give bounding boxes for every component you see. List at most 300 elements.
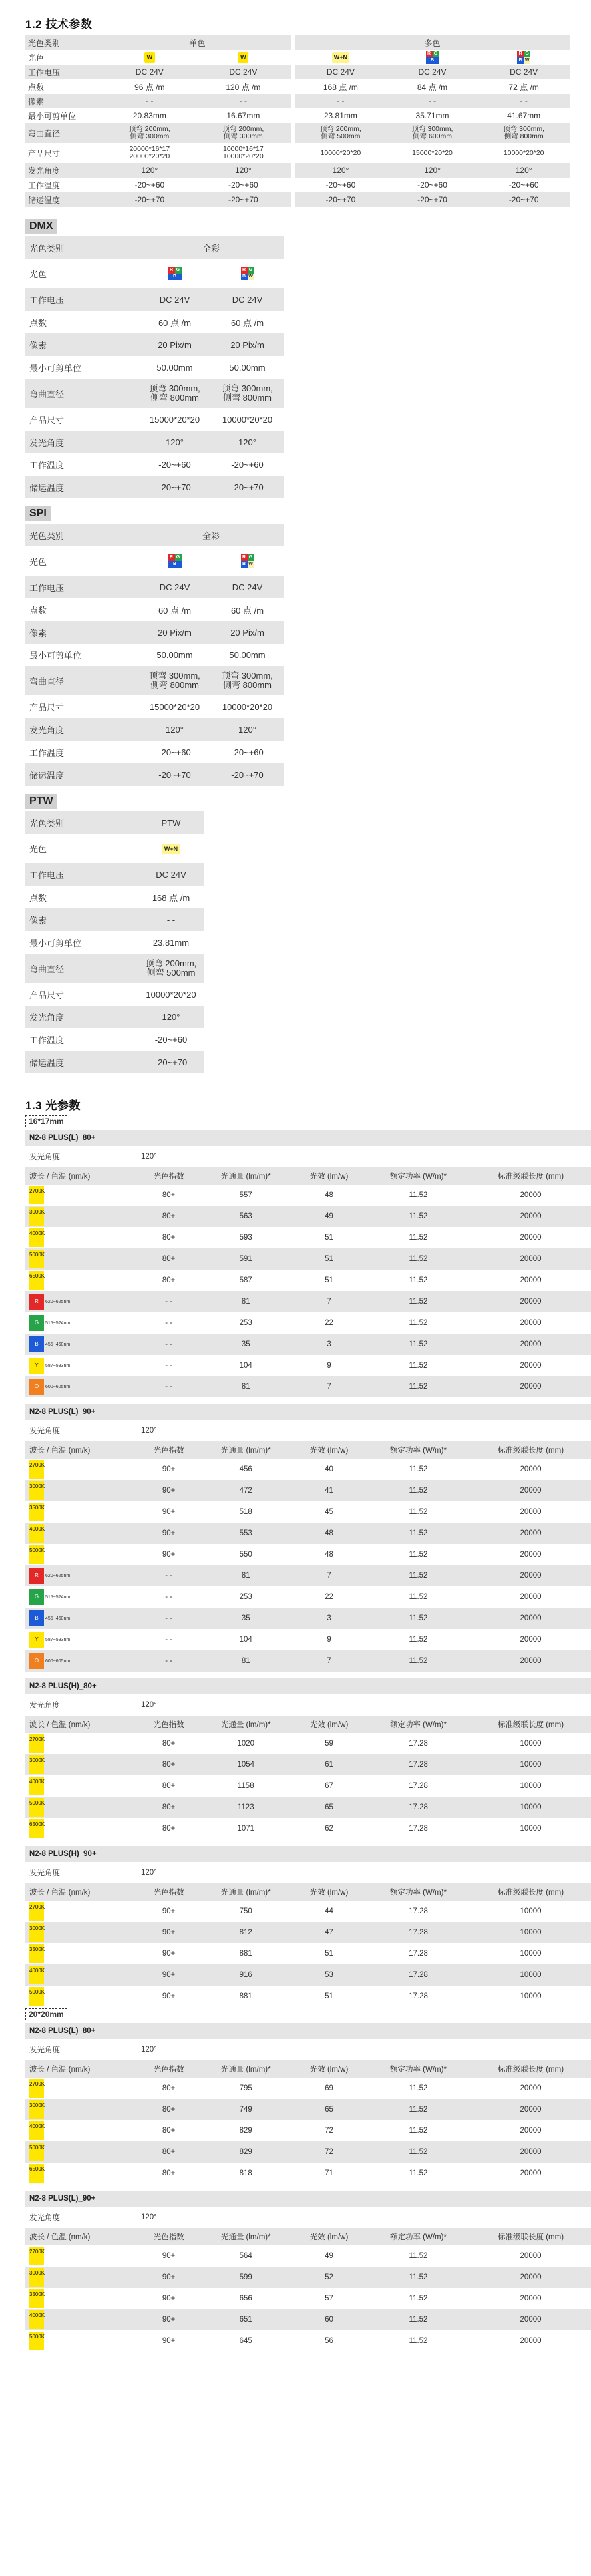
table-cell: 90+ [162,1529,176,1537]
spec-value: -20~+60 [154,1034,188,1045]
table-cell: - - [165,1383,173,1391]
table-cell: 49 [325,2252,333,2260]
table-cell: 20000 [520,2148,542,2156]
table-row [25,1986,591,2007]
spec-row [25,333,284,356]
wavelength-cell [25,1480,138,1501]
table-cell: 11.52 [409,2127,428,2135]
table-cell: 40 [325,1465,333,1473]
table-cell: 20000 [520,1614,542,1622]
row-label: 光色类别 [29,243,65,254]
column-header: 光通量 (lm/m)* [220,1447,271,1455]
table-row [25,1608,591,1629]
table-cell: 80+ [162,1761,176,1769]
wavelength-cell [25,1206,138,1227]
row-label: 弯曲直径 [29,389,65,399]
table-cell: - - [165,1340,173,1348]
spec-row [25,453,284,476]
table-cell: 7 [327,1657,331,1665]
table-cell: 20000 [520,1276,542,1284]
column-header: 光效 (lm/w) [309,1173,349,1181]
spec-value: 顶弯 300mm, 侧弯 800mm [503,125,545,140]
wavelength-cell [25,1565,138,1586]
table-cell: 11.52 [409,1362,428,1370]
table-cell: 20000 [520,1487,542,1495]
spec-value: 顶弯 300mm, 侧弯 800mm [149,383,200,403]
table-cell: 51 [325,1234,333,1242]
table-cell: 881 [239,1992,252,2000]
column-header: 标准级联长度 (mm) [498,1447,564,1455]
spi-spec-table [25,524,284,786]
cct-chip-icon: 2700K [29,2247,44,2265]
color-chip-icon: G [29,1589,44,1605]
spec-row [25,143,570,163]
angle-label: 发光角度 [29,1153,60,1161]
table-cell: 11.52 [409,1212,428,1220]
cct-chip-icon: 3000K [29,2100,44,2119]
spec-value [211,259,284,288]
table-cell: 48 [325,1551,333,1559]
spec-row [25,621,284,644]
table-cell: - - [165,1614,173,1622]
table-row [25,1206,591,1227]
spec-value: DC 24V [326,67,355,77]
table-cell: 750 [239,1907,252,1915]
spec-value: 16.67mm [196,108,295,123]
table-cell: 550 [239,1551,252,1559]
wavelength-cell [25,1986,138,2007]
table-cell: 881 [239,1950,252,1958]
table-cell: 90+ [162,1508,176,1516]
row-label: 像素 [29,915,47,926]
table-cell: 20000 [520,2252,542,2260]
table-row [25,1922,591,1943]
row-label: 产品尺寸 [28,148,61,158]
table-cell: 553 [239,1529,252,1537]
rgbw-swatch-icon: R G B W [241,554,254,568]
spec-value: 120° [141,166,158,175]
spi-title: SPI [25,506,51,521]
spec-value: - - [520,96,528,106]
spec-row [25,741,284,763]
wavelength-cell [25,2288,138,2309]
spec-value: 120° [238,724,256,735]
table-cell: 11.52 [409,2316,428,2324]
spec-value: 120° [515,166,532,175]
wavelength-cell [25,1733,138,1754]
spec-value: DC 24V [135,67,164,77]
wavelength-cell [25,1185,138,1206]
spec-value: -20~+70 [325,195,356,204]
spec-value [138,546,211,576]
spec-value: 顶弯 300mm, 侧弯 800mm [222,671,273,690]
table-row [25,1334,591,1355]
table-cell: 52 [325,2273,333,2281]
rgbw-swatch-icon: R G B W [241,267,254,280]
spec-row [25,863,204,886]
table-cell: 11.52 [409,1319,428,1327]
table-cell: 10000 [520,1971,542,1979]
wavelength-label: 600~605nm [45,1659,71,1664]
table-cell: 35 [241,1340,250,1348]
table-row [25,1480,591,1501]
spec-value: - - [166,914,176,925]
spec-value: 50.00mm [229,362,266,373]
wavelength-cell [25,1523,138,1544]
table-cell: 90+ [162,1551,176,1559]
cct-chip-icon: 3000K [29,1923,44,1942]
spec-value: -20~+70 [158,769,191,780]
cct-chip-icon: 4000K [29,1228,44,1247]
table-row [25,1501,591,1523]
dmx-category: 全彩 [202,243,220,254]
table-cell: 11.52 [409,2252,428,2260]
spec-value: 50.00mm [156,362,193,373]
cct-chip-icon: 5000K [29,2332,44,2350]
table-cell: 90+ [162,1487,176,1495]
table-cell: 48 [325,1191,333,1199]
table-cell: 51 [325,1950,333,1958]
spec-value: 10000*20*20 [222,414,273,425]
angle-value: 120° [141,1427,157,1435]
cct-chip-icon: 2700K [29,1460,44,1479]
table-cell: 818 [239,2169,252,2177]
size-caption: 16*17mm [25,1115,67,1127]
table-row [25,1818,591,1839]
spec-row [25,408,284,431]
table-cell: 80+ [162,1191,176,1199]
table-cell: 20000 [520,2169,542,2177]
table-cell: 20000 [520,1508,542,1516]
spec-value: -20~+60 [158,459,191,470]
table-cell: 7 [327,1298,331,1306]
table-cell: 65 [325,1803,333,1811]
table-cell: 90+ [162,1992,176,2000]
column-header: 标准级联长度 (mm) [498,2066,564,2074]
cct-chip-icon: 2700K [29,1734,44,1753]
spec-row [25,163,570,178]
column-header: 波长 / 色温 (nm/k) [29,1721,91,1729]
table-cell: 56 [325,2337,333,2345]
table-cell: 11.52 [409,1636,428,1644]
color-chip-icon: O [29,1653,44,1669]
color-chip-icon: Y [29,1358,44,1374]
spec-value [104,50,196,65]
cct-chip-icon: 2700K [29,1186,44,1204]
table-cell: 829 [239,2148,252,2156]
table-cell: 20000 [520,1572,542,1580]
table-cell: - - [165,1636,173,1644]
table-cell: 472 [239,1487,252,1495]
table-row [25,2078,591,2099]
table-cell: 104 [239,1636,252,1644]
row-label: 工作电压 [29,582,65,593]
wavelength-cell [25,1818,138,1839]
table-cell: 20000 [520,1234,542,1242]
spec-value: DC 24V [232,582,263,592]
rgb-swatch-icon: R G B [168,554,182,568]
angle-label: 发光角度 [29,2214,60,2222]
color-chip-icon: R [29,1294,44,1310]
column-header: 光通量 (lm/m)* [220,2233,271,2241]
row-label: 最小可剪单位 [29,938,82,948]
spec-value [478,50,570,65]
wavelength-cell [25,1312,138,1334]
spec-row [25,79,570,94]
table-cell: 90+ [162,2295,176,2302]
spec-value: - - [196,94,295,108]
table-cell: 67 [325,1782,333,1790]
row-label: 光色 [29,556,47,567]
section-1-3-title: 1.3 光参数 [25,1099,81,1112]
wavelength-cell [25,1608,138,1629]
spec-value: 10000*20*20 [320,148,361,157]
row-label: 发光角度 [29,1012,65,1023]
spec-value [211,546,284,576]
cct-chip-icon: 3500K [29,1944,44,1963]
spec-row [25,666,284,695]
table-cell: 90+ [162,2316,176,2324]
table-row [25,1355,591,1376]
wavelength-cell [25,1797,138,1818]
wavelength-label: 600~605nm [45,1385,71,1389]
column-header: 光色指数 [153,2066,184,2074]
wavelength-cell [25,1754,138,1775]
table-cell: 90+ [162,2337,176,2345]
table-row [25,1376,591,1397]
row-label: 光色 [29,269,47,279]
spec-value: -20~+60 [417,180,447,190]
ptw-category: PTW [161,817,181,828]
table-row [25,1586,591,1608]
spec-value: -20~+60 [325,180,356,190]
spec-row [25,931,204,954]
table-row [25,1248,591,1270]
column-header: 额定功率 (W/m)* [389,1721,447,1729]
table-row [25,1797,591,1818]
spec-value: -20~+60 [158,747,191,757]
spec-value: 41.67mm [507,111,541,120]
spec-value: -20~+60 [134,180,165,190]
table-cell: 20000 [520,1212,542,1220]
table-cell: 456 [239,1465,252,1473]
spec-value: 20 Pix/m [158,627,192,638]
photometric-table [25,2023,591,2184]
table-row [25,1943,591,1964]
spec-row [25,1028,204,1051]
spec-row [25,763,284,786]
angle-value: 120° [141,2046,157,2054]
spec-row [25,259,284,288]
table-cell: 20000 [520,1636,542,1644]
table-cell: 80+ [162,1825,176,1833]
spec-row [25,431,284,453]
spec-value: 20.83mm [132,111,166,120]
spec-value: 60 点 /m [158,317,192,328]
table-cell: 253 [239,1319,252,1327]
cct-chip-icon: 3000K [29,1481,44,1500]
column-header: 波长 / 色温 (nm/k) [29,1173,91,1181]
spec-value: 120° [196,163,295,178]
table-cell: 11.52 [409,2273,428,2281]
table-cell: 20000 [520,1529,542,1537]
table-cell: 645 [239,2337,252,2345]
table-row [25,1733,591,1754]
spec-value: 120 点 /m [196,79,295,94]
spec-row [25,718,284,741]
table-cell: 11.52 [409,1551,428,1559]
wavelength-cell [25,2245,138,2267]
table-cell: 1054 [237,1761,255,1769]
spec-value: 20 Pix/m [158,339,192,350]
table-cell: 59 [325,1740,333,1748]
table-cell: 916 [239,1971,252,1979]
table-cell: 3 [327,1340,331,1348]
wavelength-label: 620~625nm [45,1300,71,1304]
spec-value: 15000*20*20 [412,148,453,157]
wavelength-cell [25,1459,138,1480]
spec-value: 120° [166,437,184,447]
table-cell: 80+ [162,1276,176,1284]
spec-value: -20~+70 [417,195,447,204]
spec-value: 顶弯 200mm, 侧弯 300mm [128,125,170,140]
page-content [0,15,591,2352]
table-cell: 57 [325,2295,333,2302]
ptw-spec-table [25,811,204,1073]
table-cell: - - [165,1298,173,1306]
wavelength-cell [25,1227,138,1248]
cct-chip-icon: 2700K [29,2079,44,2098]
table-cell: 17.28 [409,1803,428,1811]
table-cell: - - [165,1657,173,1665]
spec-value: 120° [332,166,349,175]
spec-value: -20~+70 [196,192,295,207]
column-header: 光效 (lm/w) [309,1889,349,1897]
product-title: N2-8 PLUS(H)_90+ [29,1850,97,1858]
table-cell: 11.52 [409,1614,428,1622]
table-cell: 20000 [520,2337,542,2345]
spec-row [25,1051,204,1073]
table-cell: 80+ [162,2169,176,2177]
table-cell: 11.52 [409,1657,428,1665]
table-cell: 51 [325,1276,333,1284]
spec-row [25,379,284,408]
table-cell: 20000 [520,1593,542,1601]
wavelength-cell [25,1544,138,1565]
table-cell: 60 [325,2316,333,2324]
row-label: 储运温度 [29,482,65,493]
spec-value: 96 点 /m [134,82,165,92]
spec-row [25,983,204,1006]
spec-value: -20~+60 [508,180,539,190]
spec-value: 顶弯 200mm, 侧弯 300mm [196,123,295,143]
column-header: 波长 / 色温 (nm/k) [29,2066,91,2074]
table-cell: 11.52 [409,2169,428,2177]
table-cell: 20000 [520,1255,542,1263]
table-cell: 81 [241,1298,250,1306]
column-header: 光色指数 [153,1173,184,1181]
table-cell: 53 [325,1971,333,1979]
table-cell: 11.52 [409,1487,428,1495]
spec-value [138,834,204,863]
spec-value: 168 点 /m [323,82,358,92]
column-header: 波长 / 色温 (nm/k) [29,1447,91,1455]
spec-row [25,576,284,598]
table-row [25,2245,591,2267]
wavelength-cell [25,2141,138,2163]
table-cell: 651 [239,2316,252,2324]
spec-value: 15000*20*20 [149,701,200,712]
table-cell: 11.52 [409,1340,428,1348]
table-cell: 49 [325,1212,333,1220]
spec-row [25,476,284,498]
spec-value: 50.00mm [156,649,193,660]
cct-chip-icon: 5000K [29,1250,44,1268]
table-cell: - - [165,1572,173,1580]
row-label: 工作电压 [29,295,65,305]
spec-value: 10000*20*20 [503,148,544,157]
table-cell: 41 [325,1487,333,1495]
table-cell: 48 [325,1529,333,1537]
table-cell: 11.52 [409,1383,428,1391]
product-title: N2-8 PLUS(L)_90+ [29,1408,96,1416]
table-cell: 20000 [520,1298,542,1306]
column-header: 标准级联长度 (mm) [498,2233,564,2241]
product-title: N2-8 PLUS(L)_90+ [29,2195,96,2203]
wavelength-label: 455~460nm [45,1342,71,1347]
table-cell: 518 [239,1508,252,1516]
wavelength-cell [25,1291,138,1312]
table-cell: 11.52 [409,1465,428,1473]
cct-chip-icon: 6500K [29,1819,44,1838]
spec-row [25,108,570,123]
spec-value: 120° [162,1012,180,1022]
table-cell: 51 [325,1255,333,1263]
table-cell: 47 [325,1929,333,1936]
wavelength-cell [25,1650,138,1672]
spec-value: 120° [424,166,441,175]
table-cell: 20000 [520,2106,542,2114]
cct-chip-icon: 4000K [29,1966,44,1984]
spec-value: 20 Pix/m [230,627,264,638]
table-cell: 20000 [520,2316,542,2324]
spec-value: 顶弯 300mm, 侧弯 800mm [222,383,273,403]
wavelength-cell [25,2309,138,2330]
table-cell: 72 [325,2148,333,2156]
table-cell: 80+ [162,1803,176,1811]
table-cell: 11.52 [409,2084,428,2092]
row-label: 点数 [29,317,47,328]
table-cell: 9 [327,1362,331,1370]
spec-value: 120° [238,437,256,447]
spi-category: 全彩 [202,530,220,541]
spec-value: 120° [166,724,184,735]
table-row [25,1523,591,1544]
table-cell: 11.52 [409,1572,428,1580]
color-chip-icon: Y [29,1632,44,1648]
wavelength-cell [25,1248,138,1270]
table-cell: 11.52 [409,1593,428,1601]
table-cell: 7 [327,1383,331,1391]
table-cell: 20000 [520,2295,542,2302]
table-cell: 1020 [237,1740,255,1748]
white-swatch-icon: W [144,52,155,63]
table-cell: 20000 [520,2127,542,2135]
spec-value [196,50,295,65]
table-cell: 80+ [162,2127,176,2135]
row-label: 工作电压 [28,67,61,77]
table-row [25,2288,591,2309]
